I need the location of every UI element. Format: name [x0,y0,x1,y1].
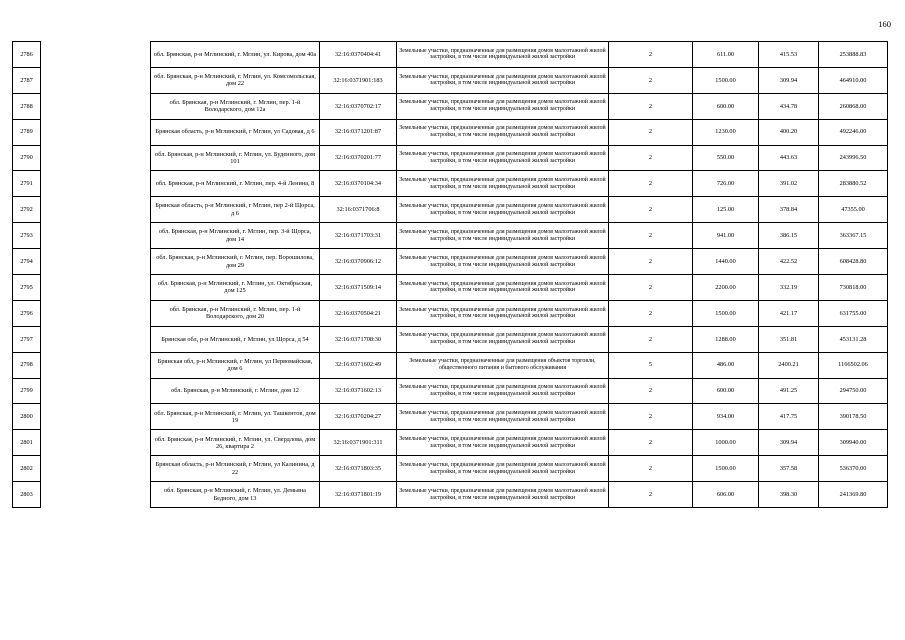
row-number-row [13,42,41,68]
land-use-purpose-cell: Земельные участки, предназначенные для размещения домов малоэтажной жилой застройки, в том числе индивидуальной жилой застройки [397,197,609,223]
row-number-cell: 2796 [13,300,41,326]
area-cell: 606.00 [693,482,759,508]
row-number-row [13,67,41,93]
area-cell: 550.00 [693,145,759,171]
table-row [151,352,888,378]
address-cell: обл. Брянская, р-н Мглинский, г. Мглин, пер. 4-й Ленина, 8 [151,171,320,197]
row-number-cell: 2786 [13,42,41,68]
table-row [151,223,888,249]
table-row [151,171,888,197]
cadastral-value-cell: 730818.00 [819,275,888,301]
area-cell: 1500.00 [693,456,759,482]
cadastral-value-cell: 390178.50 [819,404,888,430]
specific-value-cell: 434.78 [759,93,819,119]
row-number-row [13,430,41,456]
specific-value-cell: 332.19 [759,275,819,301]
area-cell: 1500.00 [693,300,759,326]
group-cell: 2 [609,171,693,197]
cadastral-value-cell: 1166502.06 [819,352,888,378]
table-row [151,67,888,93]
specific-value-cell: 417.75 [759,404,819,430]
land-use-purpose-cell: Земельные участки, предназначенные для размещения объектов торговли, общественного питания и бытового обслуживания [397,352,609,378]
row-number-cell: 2789 [13,119,41,145]
group-cell: 2 [609,300,693,326]
cadastral-number-cell: 32:16:0371509:14 [320,275,397,301]
table-row [151,482,888,508]
table-row [151,404,888,430]
specific-value-cell: 391.02 [759,171,819,197]
row-number-cell: 2791 [13,171,41,197]
address-cell: обл. Брянская, р-н Мглинский, г. Мглин, дом 12 [151,378,320,404]
land-use-purpose-cell: Земельные участки, предназначенные для размещения домов малоэтажной жилой застройки, в том числе индивидуальной жилой застройки [397,482,609,508]
cadastral-value-cell: 47355.00 [819,197,888,223]
group-cell: 5 [609,352,693,378]
specific-value-cell: 421.17 [759,300,819,326]
land-use-purpose-cell: Земельные участки, предназначенные для размещения домов малоэтажной жилой застройки, в том числе индивидуальной жилой застройки [397,145,609,171]
address-cell: Брянская область, р-н Мглинский, г Мглин, ул Садовая, д 6 [151,119,320,145]
cadastral-value-cell: 608428.80 [819,249,888,275]
cadastral-number-cell: 32:16:0370404:41 [320,42,397,68]
land-use-purpose-cell: Земельные участки, предназначенные для размещения домов малоэтажной жилой застройки, в том числе индивидуальной жилой застройки [397,93,609,119]
area-cell: 1500.00 [693,67,759,93]
group-cell: 2 [609,119,693,145]
page-number: 160 [878,19,891,29]
address-cell: обл. Брянская, р-н Мглинский, г. Мглин, ул. Октябрьская, дом 125 [151,275,320,301]
area-cell: 600.00 [693,93,759,119]
address-cell: Брянская область, р-н Мглинский, г Мглин, ул Калинина, д 22 [151,456,320,482]
group-cell: 2 [609,378,693,404]
area-cell: 486.00 [693,352,759,378]
address-cell: обл. Брянская, р-н Мглинский, г. Мглин, пер. Ворошилова, дом 29 [151,249,320,275]
cadastral-value-cell: 260868.00 [819,93,888,119]
row-number-row [13,352,41,378]
row-number-cell: 2800 [13,404,41,430]
cadastral-number-cell: 32:16:0371801:19 [320,482,397,508]
land-use-purpose-cell: Земельные участки, предназначенные для размещения домов малоэтажной жилой застройки, в том числе индивидуальной жилой застройки [397,378,609,404]
land-use-purpose-cell: Земельные участки, предназначенные для размещения домов малоэтажной жилой застройки, в том числе индивидуальной жилой застройки [397,404,609,430]
specific-value-cell: 443.63 [759,145,819,171]
cadastral-value-cell: 464910.00 [819,67,888,93]
row-number-cell: 2788 [13,93,41,119]
group-cell: 2 [609,42,693,68]
address-cell: Брянская обл, р-н Мглинский, г Мглин, ул Щорса, д 54 [151,326,320,352]
address-cell: обл. Брянская, р-н Мглинский, г. Мглин, пер. 3-й Щорса, дом 14 [151,223,320,249]
area-cell: 941.00 [693,223,759,249]
group-cell: 2 [609,197,693,223]
specific-value-cell: 357.58 [759,456,819,482]
cadastral-number-cell: 32:16:0371901:183 [320,67,397,93]
cadastral-value-cell: 241369.80 [819,482,888,508]
cadastral-number-cell: 32:16:0370702:17 [320,93,397,119]
row-number-row [13,326,41,352]
table-row [151,145,888,171]
area-cell: 600.00 [693,378,759,404]
row-number-row [13,119,41,145]
cadastral-number-cell: 32:16:0371602:13 [320,378,397,404]
cadastral-value-cell: 309940.00 [819,430,888,456]
cadastral-number-cell: 32:16:0371803:35 [320,456,397,482]
address-cell: обл. Брянская, р-н Мглинский, г. Мглин, ул. Ташкентов, дом 19 [151,404,320,430]
land-use-purpose-cell: Земельные участки, предназначенные для размещения домов малоэтажной жилой застройки, в том числе индивидуальной жилой застройки [397,42,609,68]
cadastral-number-cell: 32:16:0371706:8 [320,197,397,223]
row-number-row [13,404,41,430]
row-number-cell: 2793 [13,223,41,249]
address-cell: обл. Брянская, р-н Мглинский, г. Мглин, ул. Буденного, дом 101 [151,145,320,171]
land-use-purpose-cell: Земельные участки, предназначенные для размещения домов малоэтажной жилой застройки, в том числе индивидуальной жилой застройки [397,67,609,93]
table-row [151,93,888,119]
specific-value-cell: 415.53 [759,42,819,68]
table-row [151,300,888,326]
cadastral-value-cell: 536370.00 [819,456,888,482]
table-row [151,430,888,456]
row-number-cell: 2795 [13,275,41,301]
address-cell: Брянская область, р-н Мглинский, г Мглин, пер 2-й Щорса, д 6 [151,197,320,223]
row-number-row [13,223,41,249]
row-number-cell: 2797 [13,326,41,352]
cadastral-number-cell: 32:16:0370104:34 [320,171,397,197]
row-number-cell: 2794 [13,249,41,275]
row-number-row [13,300,41,326]
cadastral-value-cell: 631755.00 [819,300,888,326]
table-row [151,456,888,482]
address-cell: обл. Брянская, р-н Мглинский, г. Мглин, ул. Демьяна Бедного, дом 13 [151,482,320,508]
specific-value-cell: 309.94 [759,67,819,93]
address-cell: обл. Брянская, р-н Мглинский, г. Мглин, ул. Свердлова, дом 26, квартира 2 [151,430,320,456]
group-cell: 2 [609,326,693,352]
table-row [151,326,888,352]
address-cell: обл. Брянская, р-н Мглинский, г. Мглин, ул. Комсомольская, дом 22 [151,67,320,93]
row-number-cell: 2801 [13,430,41,456]
group-cell: 2 [609,223,693,249]
specific-value-cell: 398.30 [759,482,819,508]
specific-value-cell: 2400.21 [759,352,819,378]
land-use-purpose-cell: Земельные участки, предназначенные для размещения домов малоэтажной жилой застройки, в том числе индивидуальной жилой застройки [397,300,609,326]
address-cell: обл. Брянская, р-н Мглинский, г. Мглин, ул. Кирова, дом 40а [151,42,320,68]
cadastral-value-cell: 363367.15 [819,223,888,249]
row-number-cell: 2799 [13,378,41,404]
cadastral-value-cell: 283880.52 [819,171,888,197]
cadastral-value-cell: 492246.00 [819,119,888,145]
row-number-row [13,378,41,404]
group-cell: 2 [609,404,693,430]
row-number-cell: 2790 [13,145,41,171]
row-number-row [13,456,41,482]
table-row [151,119,888,145]
address-cell: обл. Брянская, р-н Мглинский, г. Мглин, пер. 1-й Володарского, дом 12а [151,93,320,119]
table-row [151,249,888,275]
row-number-row [13,249,41,275]
land-use-purpose-cell: Земельные участки, предназначенные для размещения домов малоэтажной жилой застройки, в том числе индивидуальной жилой застройки [397,326,609,352]
group-cell: 2 [609,482,693,508]
row-number-row [13,171,41,197]
row-number-row [13,482,41,508]
address-cell: Брянская обл, р-н Мглинский, г Мглин, ул Первомайская, дом 6 [151,352,320,378]
land-use-purpose-cell: Земельные участки, предназначенные для размещения домов малоэтажной жилой застройки, в том числе индивидуальной жилой застройки [397,249,609,275]
land-use-purpose-cell: Земельные участки, предназначенные для размещения домов малоэтажной жилой застройки, в том числе индивидуальной жилой застройки [397,430,609,456]
cadastral-number-cell: 32:16:0370906:12 [320,249,397,275]
specific-value-cell: 378.84 [759,197,819,223]
land-use-purpose-cell: Земельные участки, предназначенные для размещения домов малоэтажной жилой застройки, в том числе индивидуальной жилой застройки [397,456,609,482]
area-cell: 125.00 [693,197,759,223]
specific-value-cell: 422.52 [759,249,819,275]
cadastral-value-cell: 453131.28 [819,326,888,352]
cadastral-value-cell: 294750.00 [819,378,888,404]
land-use-purpose-cell: Земельные участки, предназначенные для размещения домов малоэтажной жилой застройки, в том числе индивидуальной жилой застройки [397,223,609,249]
row-number-cell: 2792 [13,197,41,223]
land-use-purpose-cell: Земельные участки, предназначенные для размещения домов малоэтажной жилой застройки, в том числе индивидуальной жилой застройки [397,171,609,197]
row-number-cell: 2802 [13,456,41,482]
area-cell: 1230.00 [693,119,759,145]
group-cell: 2 [609,249,693,275]
area-cell: 726.00 [693,171,759,197]
row-number-cell: 2787 [13,67,41,93]
area-cell: 1288.00 [693,326,759,352]
cadastral-number-cell: 32:16:0371201:87 [320,119,397,145]
specific-value-cell: 400.20 [759,119,819,145]
cadastral-value-cell: 253888.83 [819,42,888,68]
land-use-purpose-cell: Земельные участки, предназначенные для размещения домов малоэтажной жилой застройки, в том числе индивидуальной жилой застройки [397,275,609,301]
table-row [151,378,888,404]
table-row [151,275,888,301]
row-number-row [13,93,41,119]
group-cell: 2 [609,67,693,93]
specific-value-cell: 386.15 [759,223,819,249]
area-cell: 611.00 [693,42,759,68]
table-row [151,42,888,68]
specific-value-cell: 309.94 [759,430,819,456]
land-plots-table [150,41,888,508]
specific-value-cell: 351.81 [759,326,819,352]
cadastral-number-cell: 32:16:0371708:30 [320,326,397,352]
land-use-purpose-cell: Земельные участки, предназначенные для размещения домов малоэтажной жилой застройки, в том числе индивидуальной жилой застройки [397,119,609,145]
table-row [151,197,888,223]
cadastral-number-cell: 32:16:0371901:311 [320,430,397,456]
cadastral-value-cell: 243996.50 [819,145,888,171]
group-cell: 2 [609,275,693,301]
group-cell: 2 [609,430,693,456]
cadastral-number-cell: 32:16:0370504:21 [320,300,397,326]
cadastral-number-cell: 32:16:0371602:49 [320,352,397,378]
group-cell: 2 [609,456,693,482]
cadastral-number-cell: 32:16:0370201:77 [320,145,397,171]
row-number-row [13,145,41,171]
row-number-row [13,275,41,301]
group-cell: 2 [609,145,693,171]
area-cell: 1440.00 [693,249,759,275]
area-cell: 1000.00 [693,430,759,456]
row-number-cell: 2803 [13,482,41,508]
row-number-row [13,197,41,223]
cadastral-number-cell: 32:16:0371703:31 [320,223,397,249]
group-cell: 2 [609,93,693,119]
address-cell: обл. Брянская, р-н Мглинский, г. Мглин, пер. 1-й Володарского, дом 20 [151,300,320,326]
specific-value-cell: 491.25 [759,378,819,404]
cadastral-number-cell: 32:16:0370204:27 [320,404,397,430]
area-cell: 934.00 [693,404,759,430]
area-cell: 2200.00 [693,275,759,301]
row-number-column [12,41,41,508]
row-number-cell: 2798 [13,352,41,378]
